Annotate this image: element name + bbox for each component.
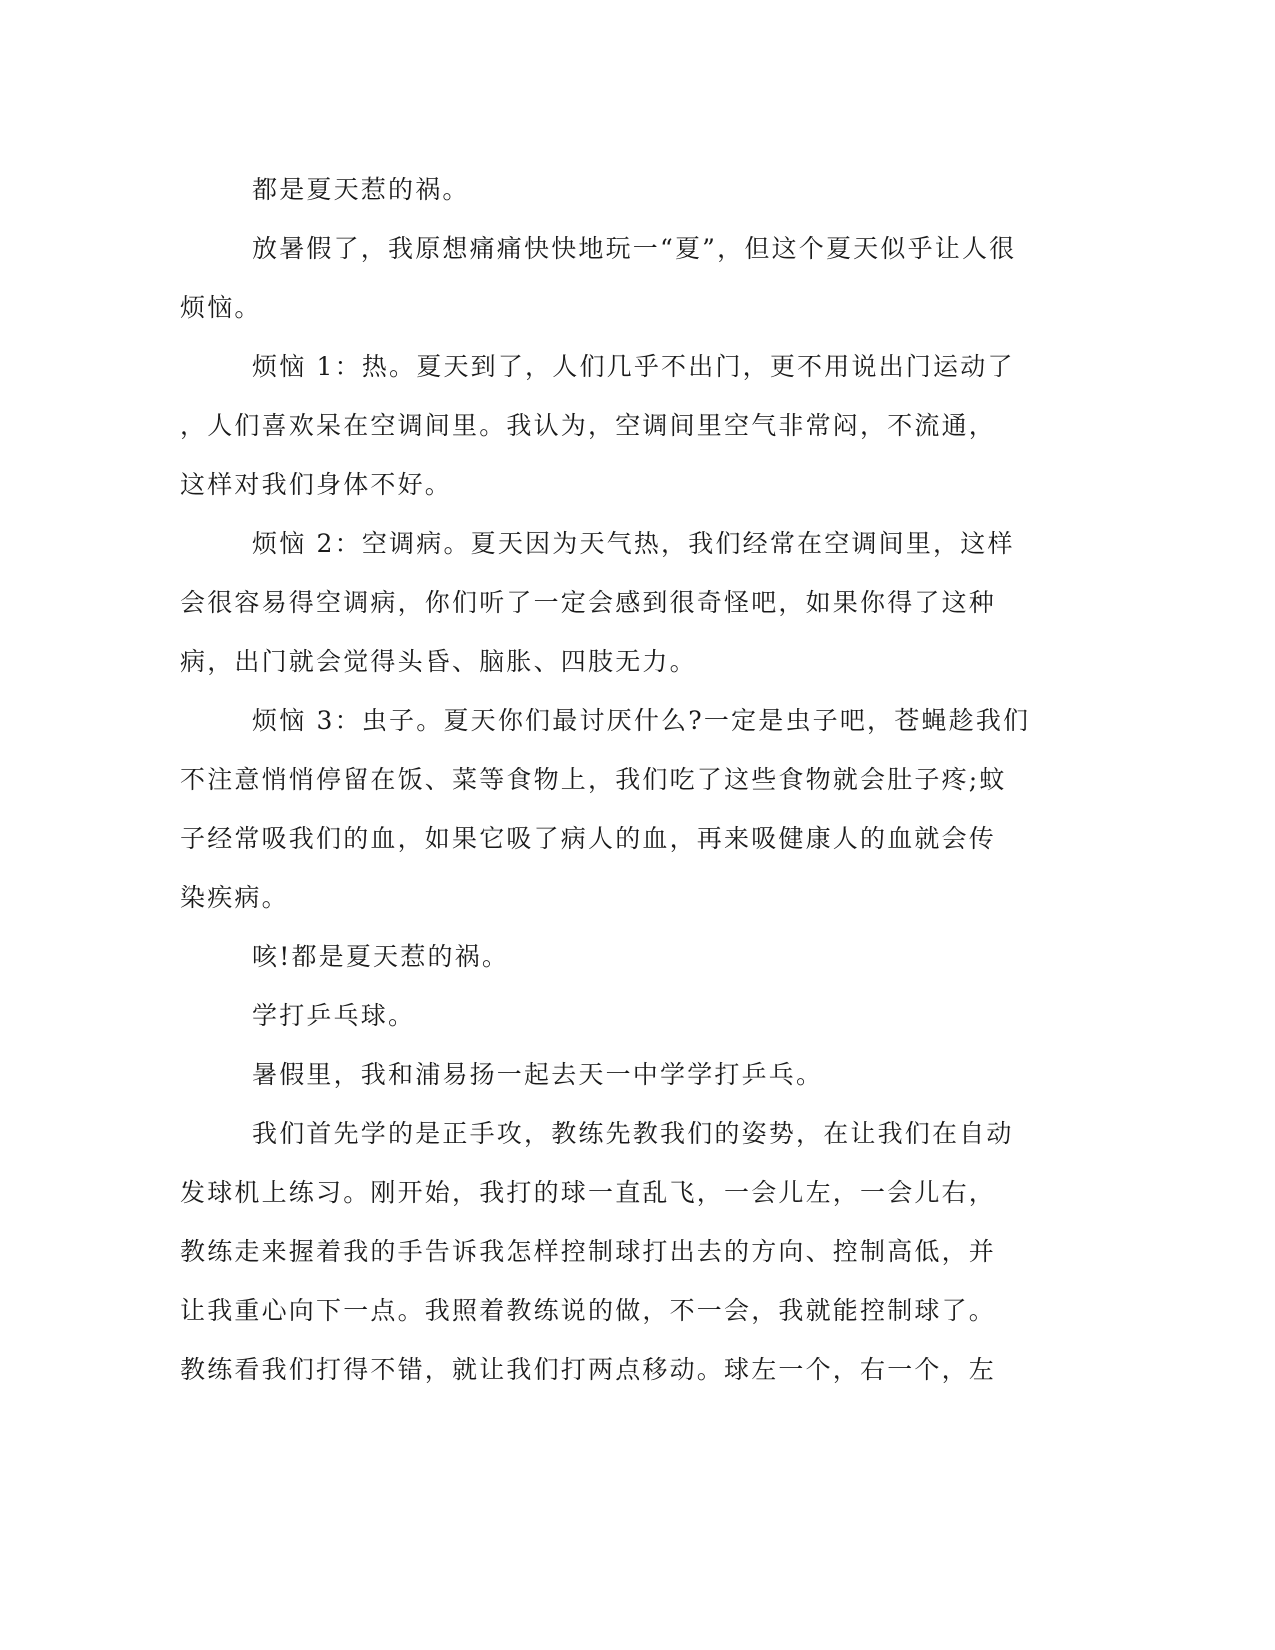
paragraph-line: 都是夏天惹的祸。 (252, 175, 470, 204)
paragraph-line: 烦恼 2：空调病。夏天因为天气热，我们经常在空调间里，这样 (252, 529, 1015, 558)
paragraph-line: ，人们喜欢呆在空调间里。我认为，空调间里空气非常闷，不流通， (180, 411, 997, 440)
document-body (180, 160, 1040, 1399)
paragraph-line: 这样对我们身体不好。 (180, 470, 453, 499)
paragraph-line: 发球机上练习。刚开始，我打的球一直乱飞，一会儿左，一会儿右， (180, 1178, 997, 1207)
paragraph-line: 让我重心向下一点。我照着教练说的做，不一会，我就能控制球了。 (180, 1296, 997, 1325)
paragraph-line: 暑假里，我和浦易扬一起去天一中学学打乒乓。 (252, 1060, 824, 1089)
paragraph-line: 会很容易得空调病，你们听了一定会感到很奇怪吧，如果你得了这种 (180, 588, 997, 617)
paragraph-line: 烦恼 3：虫子。夏天你们最讨厌什么?一定是虫子吧，苍蝇趁我们 (252, 706, 1031, 735)
paragraph-line: 放暑假了，我原想痛痛快快地玩一“夏”，但这个夏天似乎让人很 (252, 234, 1017, 263)
paragraph-line: 子经常吸我们的血，如果它吸了病人的血，再来吸健康人的血就会传 (180, 824, 997, 853)
paragraph-line: 烦恼 1：热。夏天到了，人们几乎不出门，更不用说出门运动了 (252, 352, 1015, 381)
paragraph-line: 我们首先学的是正手攻，教练先教我们的姿势，在让我们在自动 (252, 1119, 1014, 1148)
paragraph-line: 烦恼。 (180, 293, 262, 322)
paragraph-line: 咳!都是夏天惹的祸。 (252, 942, 510, 971)
paragraph-line: 教练走来握着我的手告诉我怎样控制球打出去的方向、控制高低，并 (180, 1237, 997, 1266)
paragraph-line: 不注意悄悄停留在饭、菜等食物上，我们吃了这些食物就会肚子疼;蚊 (180, 765, 1007, 794)
paragraph-line: 染疾病。 (180, 883, 289, 912)
paragraph-line: 学打乒乓球。 (252, 1001, 416, 1030)
paragraph-line: 病，出门就会觉得头昏、脑胀、四肢无力。 (180, 647, 697, 676)
paragraph-line: 教练看我们打得不错，就让我们打两点移动。球左一个，右一个，左 (180, 1355, 997, 1384)
